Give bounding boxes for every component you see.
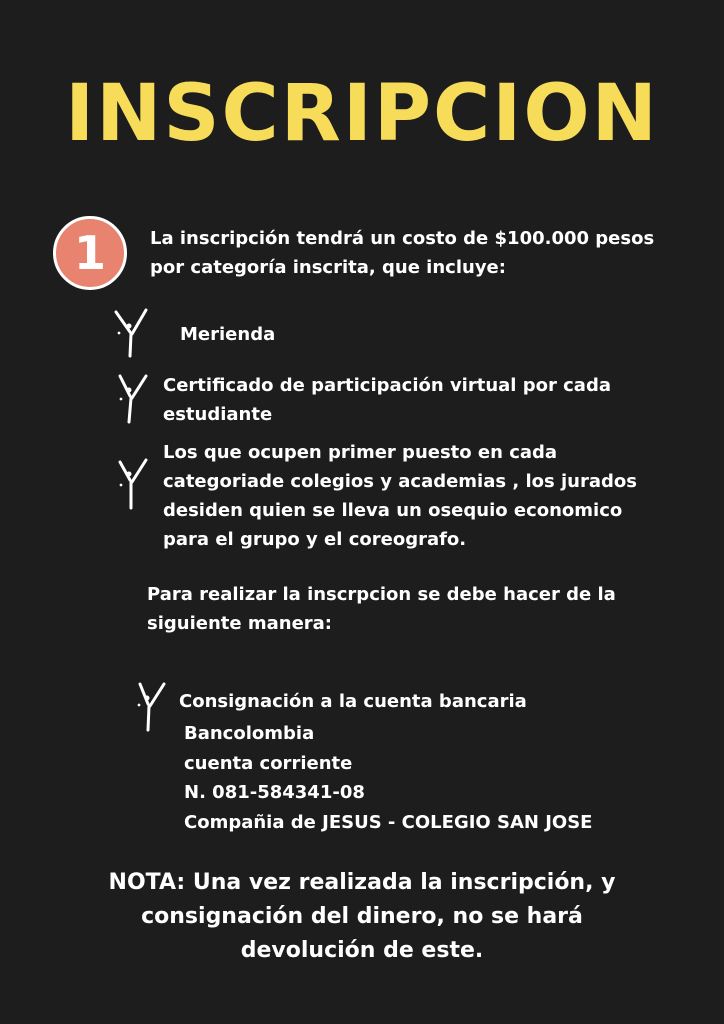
- intro-text: [150, 224, 690, 282]
- step-number: 1: [73, 226, 106, 280]
- instructions-line-1: Para realizar la inscrpcion se debe hacer de la: [147, 584, 616, 605]
- step-number-badge: [53, 216, 127, 290]
- payment-account-type: cuenta corriente: [184, 752, 353, 774]
- instructions-text: [147, 580, 667, 638]
- dancer-icon: [112, 308, 152, 364]
- benefit-3-line-1: Los que ocupen primer puesto en cada: [163, 442, 558, 463]
- benefit-item-prize: [163, 438, 693, 554]
- benefit-3-line-2: categoriade colegios y academias , los jurados: [163, 471, 637, 492]
- benefit-3-line-4: para el grupo y el coreografo.: [163, 529, 467, 550]
- note-line-2: consignación del dinero, no se hará: [141, 904, 583, 929]
- benefit-item-snack: [180, 320, 275, 349]
- dancer-icon: [112, 372, 152, 428]
- page-title: INSCRIPCION: [65, 69, 659, 159]
- refund-note: [90, 866, 634, 968]
- payment-bank: Bancolombia: [184, 723, 315, 744]
- benefit-2-line-1: Certificado de participación virtual por cada: [163, 375, 611, 396]
- payment-account-number: N. 081-584341-08: [184, 782, 365, 803]
- note-line-1: NOTA: Una vez realizada la inscripción, y: [108, 870, 616, 895]
- instructions-line-2: siguiente manera:: [147, 613, 333, 634]
- intro-line-1: La inscripción tendrá un costo de $100.000 pesos: [150, 228, 655, 249]
- payment-holder: Compañia de JESUS - COLEGIO SAN JOSE: [184, 811, 593, 833]
- note-line-3: devolución de este.: [240, 938, 484, 963]
- dancer-icon: [112, 456, 152, 512]
- benefit-3-line-3: desiden quien se lleva un osequio economico: [163, 500, 623, 521]
- benefit-item-certificate: [163, 371, 683, 429]
- dancer-icon: [130, 680, 170, 736]
- benefit-2-line-2: estudiante: [163, 404, 273, 425]
- intro-line-2: por categoría inscrita, que incluye:: [150, 257, 506, 278]
- benefit-1-line-1: Merienda: [180, 324, 276, 345]
- payment-details: [184, 719, 684, 837]
- payment-heading: Consignación a la cuenta bancaria: [179, 691, 527, 712]
